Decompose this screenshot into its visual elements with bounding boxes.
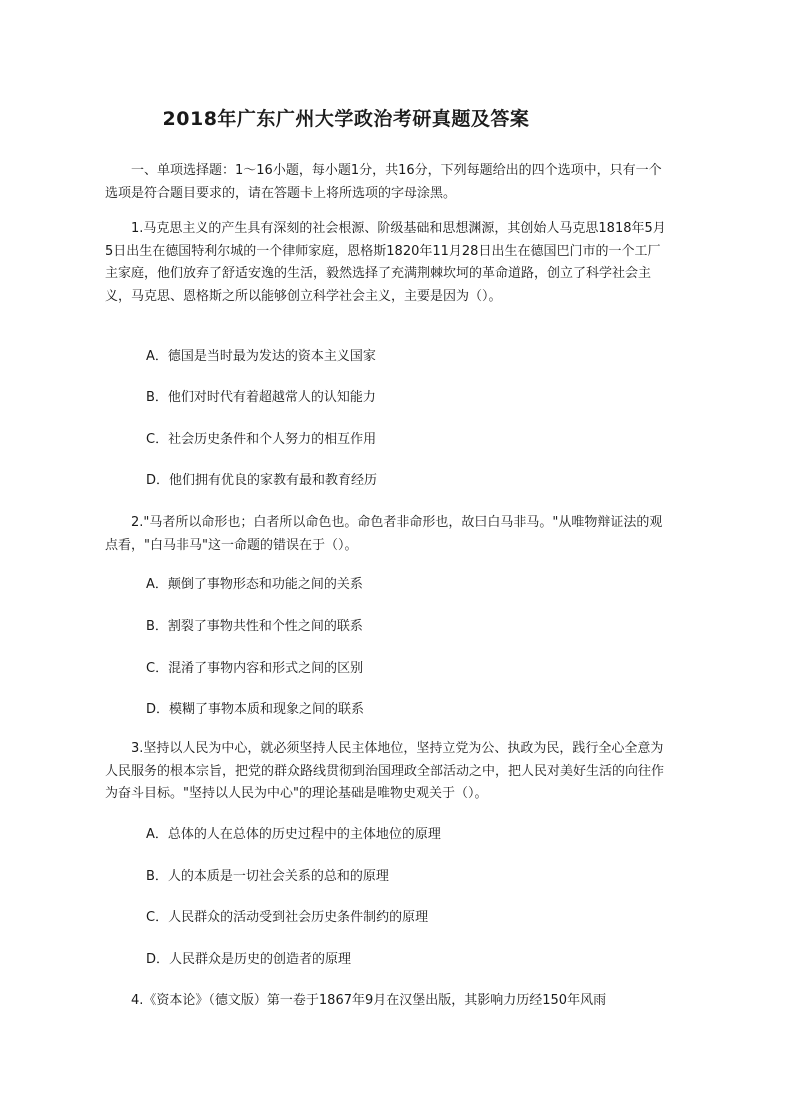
question-2-option-a: A．颠倒了事物形态和功能之间的关系 — [146, 577, 363, 592]
question-3-stem: 3.坚持以人民为中心，就必须坚持人民主体地位，坚持立党为公、执政为民，践行全心全意为人民服务的根本宗旨，把党的群众路线贯彻到治国理政全部活动之中，把人民对美好生活的向往作为奋斗目标。"坚持以人民为中心"的理论基础是唯物史观关于（）。 — [105, 741, 665, 801]
question-3-option-d: D．人民群众是历史的创造者的原理 — [146, 952, 352, 967]
question-1-stem: 1.马克思主义的产生具有深刻的社会根源、阶级基础和思想渊源，其创始人马克思1818年5月5日出生在德国特利尔城的一个律师家庭，恩格斯1820年11月28日出生在德国巴门市的一个工厂主家庭，他们放弃了舒适安逸的生活，毅然选择了充满荆棘坎坷的革命道路，创立了科学社会主义，马克思、恩格斯之所以能够创立科学社会主义，主要是因为（）。 — [105, 221, 666, 304]
question-1-option-a: A．德国是当时最为发达的资本主义国家 — [146, 349, 376, 364]
question-2-option-d: D．模糊了事物本质和现象之间的联系 — [146, 702, 365, 717]
question-1-option-b: B．他们对时代有着超越常人的认知能力 — [146, 390, 376, 405]
document-title: 2018年广东广州大学政治考研真题及答案 — [162, 108, 530, 130]
question-4-stem: 4.《资本论》（德文版）第一卷于1867年9月在汉堡出版，其影响力历经150年风雨 — [131, 993, 607, 1008]
section-intro: 一、单项选择题：1～16小题，每小题1分，共16分，下列每题给出的四个选项中，只有一个选项是符合题目要求的，请在答题卡上将所选项的字母涂黑。 — [105, 163, 662, 201]
question-2-stem: 2."马者所以命形也；白者所以命色也。命色者非命形也，故曰白马非马。"从唯物辩证法的观点看，"白马非马"这一命题的错误在于（）。 — [105, 515, 663, 553]
question-3-option-b: B．人的本质是一切社会关系的总和的原理 — [146, 869, 389, 884]
question-1-option-d: D．他们拥有优良的家教有最和教育经历 — [146, 473, 378, 488]
question-3-option-c: C．人民群众的活动受到社会历史条件制约的原理 — [146, 910, 429, 925]
question-2-option-b: B．割裂了事物共性和个性之间的联系 — [146, 619, 363, 634]
question-3-option-a: A．总体的人在总体的历史过程中的主体地位的原理 — [146, 827, 441, 842]
question-2-option-c: C．混淆了事物内容和形式之间的区别 — [146, 661, 364, 676]
question-1-option-c: C．社会历史条件和个人努力的相互作用 — [146, 432, 377, 447]
